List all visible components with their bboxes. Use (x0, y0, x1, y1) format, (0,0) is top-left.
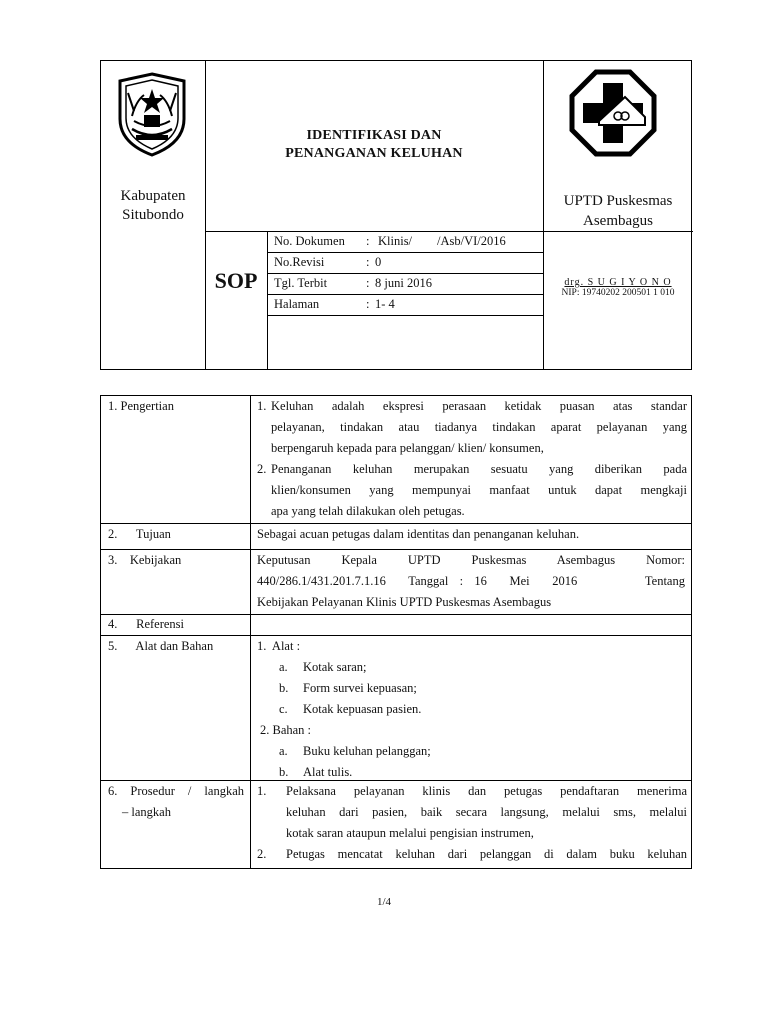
section-body-procedure (257, 781, 687, 865)
signer-nip: NIP: 19740202 200501 1 010 (561, 288, 675, 298)
region-name (101, 187, 205, 225)
text-line: Kebijakan Pelayanan Klinis UPTD Puskesmas Asembagus (257, 595, 552, 609)
list-item (257, 741, 687, 762)
meta-label: No. Dokumen (274, 234, 345, 248)
meta-row-revision (267, 252, 543, 274)
list-text: Kotak saran; (303, 660, 367, 674)
text-line: pelayanan, tindakan atau tiadanya tindakan aparat pelayanan yang (271, 420, 687, 434)
table-row-divider (101, 614, 691, 615)
sop-label: SOP (214, 268, 258, 293)
list-text: Form survei kepuasan; (303, 681, 417, 695)
list-item (257, 657, 687, 678)
organization-name-line: UPTD Puskesmas (563, 193, 673, 209)
meta-colon: : (366, 255, 370, 269)
signature-block (543, 277, 693, 298)
sop-content-table (100, 395, 692, 869)
list-marker: b. (279, 765, 289, 779)
label-line: – langkah (122, 805, 171, 819)
regency-emblem-logo (114, 71, 190, 159)
section-label-policy: 3. Kebijakan (108, 553, 182, 567)
puskesmas-logo (569, 69, 657, 157)
section-label-purpose: 2. Tujuan (108, 527, 171, 541)
list-item (257, 762, 687, 783)
list-item (257, 678, 687, 699)
list-marker: a. (279, 660, 288, 674)
list-number: 1. (257, 784, 267, 798)
list-item (257, 781, 687, 802)
meta-colon: : (366, 234, 370, 248)
text-line: kotak saran ataupun melalui pengisian instrumen, (286, 826, 534, 840)
list-number: 2. (257, 462, 267, 476)
document-meta-table (267, 231, 543, 371)
text-line: klien/konsumen yang mempunyai manfaat untuk dapat mengkaji (271, 483, 687, 497)
document-title-line: PENANGANAN KELUHAN (285, 146, 463, 161)
document-title (205, 127, 543, 163)
text-line: Keputusan Kepala UPTD Puskesmas Asembagus Nomor: (257, 553, 685, 567)
list-text: Buku keluhan pelanggan; (303, 744, 431, 758)
meta-row-page (267, 294, 543, 316)
document-title-line: IDENTIFIKASI DAN (306, 128, 442, 143)
subsection-heading: 2. Bahan : (260, 723, 312, 737)
organization-name (543, 191, 693, 231)
meta-label: Tgl. Terbit (274, 276, 328, 290)
list-marker: a. (279, 744, 288, 758)
page-number: 1/4 (376, 896, 392, 908)
meta-row-document-number (267, 231, 543, 253)
header-divider (205, 61, 206, 369)
list-text: Kotak kepuasan pasien. (303, 702, 422, 716)
section-label-procedure (108, 781, 244, 823)
meta-value: 1- 4 (375, 297, 395, 311)
section-body-definition (257, 396, 687, 522)
organization-name-line: Asembagus (583, 213, 653, 229)
list-item (257, 844, 687, 865)
list-marker: c. (279, 702, 288, 716)
meta-label: No.Revisi (274, 255, 325, 269)
sop-header-box (100, 60, 692, 370)
section-label-tools: 5. Alat dan Bahan (108, 639, 214, 653)
meta-value: 0 (375, 255, 382, 269)
meta-label: Halaman (274, 297, 320, 311)
section-body-tools (257, 636, 687, 783)
text-line: Keluhan adalah ekspresi perasaan ketidak puasan atas standar (271, 399, 687, 413)
meta-colon: : (366, 276, 370, 290)
text-line: 440/286.1/431.201.7.1.16 Tanggal : 16 Mei 2016 Tentang (257, 574, 685, 588)
section-label-definition: 1. Pengertian (108, 399, 174, 413)
text-line: Pelaksana pelayanan klinis dan petugas pendaftaran menerima (286, 784, 687, 798)
section-body-purpose: Sebagai acuan petugas dalam identitas dan penanganan keluhan. (257, 527, 580, 541)
list-item (257, 396, 687, 417)
list-item (257, 459, 687, 480)
list-marker: b. (279, 681, 289, 695)
meta-colon: : (366, 297, 370, 311)
text-line: keluhan dari pasien, baik secara langsung, melalui sms, melalui (286, 805, 687, 819)
signer-name: drg. S U G I Y O N O (564, 277, 672, 288)
list-number: 1. (257, 399, 267, 413)
meta-value: Klinis/ /Asb/VI/2016 (378, 234, 506, 248)
list-text: Alat tulis. (303, 765, 353, 779)
text-line: Petugas mencatat keluhan dari pelanggan di dalam buku keluhan (286, 847, 687, 861)
text-line: apa yang telah dilakukan oleh petugas. (271, 504, 465, 518)
section-label-reference: 4. Referensi (108, 617, 185, 631)
list-number: 2. (257, 847, 267, 861)
subsection-heading: 1. Alat : (257, 639, 301, 653)
section-body-policy (257, 550, 685, 613)
label-line: 6. Prosedur / langkah (108, 784, 244, 798)
region-name-line: Situbondo (122, 207, 184, 223)
text-line: berpengaruh kepada para pelanggan/ klien/ konsumen, (271, 441, 544, 455)
meta-value: 8 juni 2016 (375, 276, 432, 290)
region-name-line: Kabupaten (120, 188, 186, 204)
text-line: Penanganan keluhan merupakan sesuatu yang diberikan pada (271, 462, 687, 476)
list-item (257, 699, 687, 720)
meta-row-issue-date (267, 273, 543, 295)
table-column-divider (250, 396, 251, 868)
